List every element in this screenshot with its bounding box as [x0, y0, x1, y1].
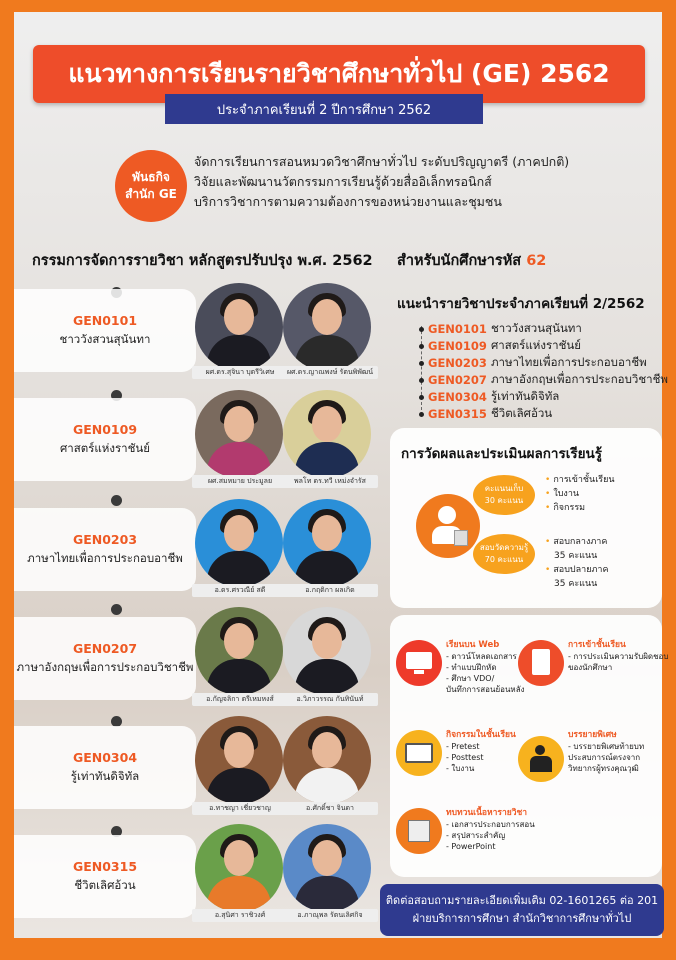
- lecturer-photo: [195, 716, 283, 804]
- lecturer-photo: [283, 283, 371, 371]
- class-block: [446, 730, 516, 774]
- lecturer-caption: พลโท ดร.ทวี เหม่งจำรัส: [282, 475, 378, 488]
- lecturer-photo: [283, 607, 371, 695]
- lecturer-photo: [283, 824, 371, 912]
- recommend-name: ชีวิตเลิศอ้วน: [490, 406, 553, 420]
- recommend-code: GEN0203: [428, 356, 487, 370]
- recommend-item: [419, 405, 552, 423]
- class-heading: กิจกรรมในชั้นเรียน: [446, 730, 516, 740]
- lecturer-caption: ผศ.ดร.สุจินา บุตรีวิเศษ: [192, 366, 288, 379]
- review-line: - PowerPoint: [446, 842, 496, 851]
- lecturer-photo: [195, 499, 283, 587]
- attend-block: [568, 640, 668, 673]
- attend-line: - การประเมินความรับผิดชอบ: [568, 652, 669, 661]
- review-line: - เอกสารประกอบการสอน: [446, 820, 535, 829]
- course-name: ชาววังสวนสุนันทา: [59, 331, 151, 346]
- course-code: GEN0109: [72, 421, 138, 437]
- recommend-code: GEN0315: [428, 407, 487, 421]
- lecture-block: [568, 730, 644, 774]
- review-heading: ทบทวนเนื้อหารายวิชา: [446, 808, 528, 818]
- course-card-gen0109: [14, 398, 196, 481]
- recommend-item: [419, 337, 581, 355]
- book-icon: [396, 730, 442, 776]
- recommend-item: [419, 354, 647, 372]
- course-name: ภาษาไทยเพื่อการประกอบอาชีพ: [27, 550, 183, 565]
- lecturer-photo: [283, 390, 371, 478]
- course-name: ภาษาอังกฤษเพื่อการประกอบวิชาชีพ: [16, 659, 194, 674]
- recommend-name: ชาววังสวนสุนันทา: [490, 321, 582, 335]
- lecturer-caption: อ.วิภาวรรณ กันทินันท์: [282, 693, 378, 706]
- student-code-number: 62: [526, 253, 547, 269]
- recommend-name: ศาสตร์แห่งราชันย์: [490, 338, 582, 352]
- class-line: - Pretest: [446, 742, 480, 751]
- lecturer-photo: [283, 716, 371, 804]
- recommend-item: [419, 320, 582, 338]
- web-line: - ศึกษา VDO/: [446, 674, 495, 683]
- score-exam-label: สอบวัดความรู้: [479, 543, 529, 552]
- course-code: GEN0304: [72, 749, 138, 765]
- lecturer-caption: ผศ.สมหมาย ประมูลย: [192, 475, 288, 488]
- collect-item: ใบงาน: [553, 489, 580, 499]
- lecturer-caption: อ.ดร.ศรวณีย์ สดี: [192, 584, 288, 597]
- exam-item: 35 คะแนน: [554, 579, 598, 589]
- exam-item: สอบกลางภาค: [553, 537, 608, 547]
- recommend-item: [419, 371, 668, 389]
- mission-line: จัดการเรียนการสอนหมวดวิชาศึกษาทั่วไป ระดับปริญญาตรี (ภาคปกติ): [194, 154, 570, 169]
- review-block: [446, 808, 535, 852]
- page-title: แนวทางการเรียนรายวิชาศึกษาทั่วไป (GE) 2562: [33, 45, 645, 103]
- score-exam-badge: [473, 534, 535, 574]
- recommend-code: GEN0207: [428, 373, 487, 387]
- timeline-dot: [111, 495, 122, 506]
- web-line: บันทึกการสอนย้อนหลัง: [446, 685, 525, 694]
- lecture-line: วิทยากรผู้ทรงคุณวุฒิ: [568, 764, 639, 773]
- lecturer-caption: อ.กฤติกา ผลเกิด: [282, 584, 378, 597]
- lecturer-photo: [195, 824, 283, 912]
- collect-list: • การเข้าชั้นเรียน • ใบงาน • กิจกรรม: [545, 475, 615, 513]
- attend-heading: การเข้าชั้นเรียน: [568, 640, 626, 650]
- course-card-gen0203: [14, 508, 196, 591]
- course-name: ชีวิตเลิศอ้วน: [74, 877, 136, 892]
- recommend-code: GEN0109: [428, 339, 487, 353]
- web-line: - ดาวน์โหลดเอกสาร: [446, 652, 517, 661]
- course-code: GEN0203: [72, 531, 138, 547]
- lecture-line: ประสบการณ์ตรงจาก: [568, 753, 641, 762]
- lecturer-photo: [195, 390, 283, 478]
- attend-line: ของนักศึกษา: [568, 663, 613, 672]
- lecturer-icon: [518, 736, 564, 782]
- lecturer-caption: ผศ.ดร.ญาณพงษ์ รัตนพิพัฒน์: [282, 366, 378, 379]
- lecturer-caption: อ.ทาชญา เชี่ยวชาญ: [192, 802, 288, 815]
- committee-heading: กรรมการจัดการรายวิชา หลักสูตรปรับปรุง พ.ศ. 2562: [32, 253, 373, 269]
- recommend-item: [419, 388, 559, 406]
- lecture-heading: บรรยายพิเศษ: [568, 730, 617, 740]
- contact-phone: ติดต่อสอบถามรายละเอียดเพิ่มเติม 02-1601265 ต่อ 201: [385, 894, 659, 907]
- lecturer-caption: อ.สุนิศา ราชิวงศ์: [192, 909, 288, 922]
- course-card-gen0315: [14, 835, 196, 918]
- recommend-code: GEN0304: [428, 390, 487, 404]
- course-code: GEN0207: [72, 640, 138, 656]
- lecturer-caption: อ.กัญจลิกา ตรีเหมหงส์: [192, 693, 288, 706]
- class-line: - Posttest: [446, 753, 484, 762]
- class-line: - ใบงาน: [446, 764, 475, 773]
- lecturer-caption: อ.ศักดิ์ชา จินดา: [282, 802, 378, 815]
- recommend-title: แนะนำรายวิชาประจำภาคเรียนที่ 2/2562: [397, 296, 645, 312]
- page-subtitle: ประจำภาคเรียนที่ 2 ปีการศึกษา 2562: [165, 94, 483, 124]
- course-code: GEN0315: [72, 858, 138, 874]
- mission-label-1: พันธกิจ: [132, 170, 170, 184]
- course-card-gen0304: [14, 726, 196, 809]
- course-card-gen0207: [14, 617, 196, 700]
- web-line: - ทำแบบฝึกหัด: [446, 663, 497, 672]
- lecturer-photo: [195, 283, 283, 371]
- lecture-line: - บรรยายพิเศษท้ายบท: [568, 742, 645, 751]
- score-exam-value: 70 คะแนน: [484, 555, 524, 564]
- course-code: GEN0101: [72, 312, 138, 328]
- score-collect-value: 30 คะแนน: [484, 496, 524, 505]
- mission-label-2: สำนัก GE: [125, 187, 177, 201]
- score-collect-label: คะแนนเก็บ: [484, 484, 524, 493]
- collect-item: การเข้าชั้นเรียน: [553, 475, 615, 485]
- recommend-name: ภาษาอังกฤษเพื่อการประกอบวิชาชีพ: [490, 372, 668, 386]
- review-line: - สรุปสาระสำคัญ: [446, 831, 506, 840]
- student-icon: [416, 494, 480, 558]
- mission-badge: [115, 150, 187, 222]
- lecturer-caption: อ.ภาณุพล รัตนเลิศกิจ: [282, 909, 378, 922]
- checklist-icon: [518, 640, 564, 686]
- recommend-name: ภาษาไทยเพื่อการประกอบอาชีพ: [490, 355, 647, 369]
- evaluation-title: การวัดผลและประเมินผลการเรียนรู้: [401, 446, 603, 462]
- course-name: ศาสตร์แห่งราชันย์: [59, 440, 151, 455]
- lecturer-photo: [195, 607, 283, 695]
- web-block: [446, 640, 525, 695]
- recommend-name: รู้เท่าทันดิจิทัล: [490, 389, 560, 403]
- web-heading: เรียนบน Web: [446, 640, 500, 650]
- mission-line: บริการวิชาการตามความต้องการของหน่วยงานและชุมชน: [194, 194, 502, 209]
- recommend-code: GEN0101: [428, 322, 487, 336]
- exam-list: • สอบกลางภาค 35 คะแนน • สอบปลายภาค 35 คะแนน: [545, 537, 609, 589]
- course-name: รู้เท่าทันดิจิทัล: [70, 768, 140, 783]
- contact-department: ฝ่ายบริการการศึกษา สำนักวิชาการศึกษาทั่วไป: [412, 912, 632, 925]
- web-icon: [396, 640, 442, 686]
- exam-item: 35 คะแนน: [554, 551, 598, 561]
- student-code-text: สำหรับนักศึกษารหัส: [397, 253, 522, 269]
- score-collect-badge: [473, 475, 535, 515]
- mission-text: [194, 152, 569, 212]
- mission-line: วิจัยและพัฒนานวัตกรรมการเรียนรู้ด้วยสื่ออิเล็กทรอนิกส์: [194, 174, 492, 189]
- contact-box: [380, 884, 664, 936]
- lecturer-photo: [283, 499, 371, 587]
- document-icon: [396, 808, 442, 854]
- course-card-gen0101: [14, 289, 196, 372]
- collect-item: กิจกรรม: [553, 503, 586, 513]
- student-code-heading: [397, 249, 546, 272]
- exam-item: สอบปลายภาค: [553, 565, 609, 575]
- timeline-dot: [111, 604, 122, 615]
